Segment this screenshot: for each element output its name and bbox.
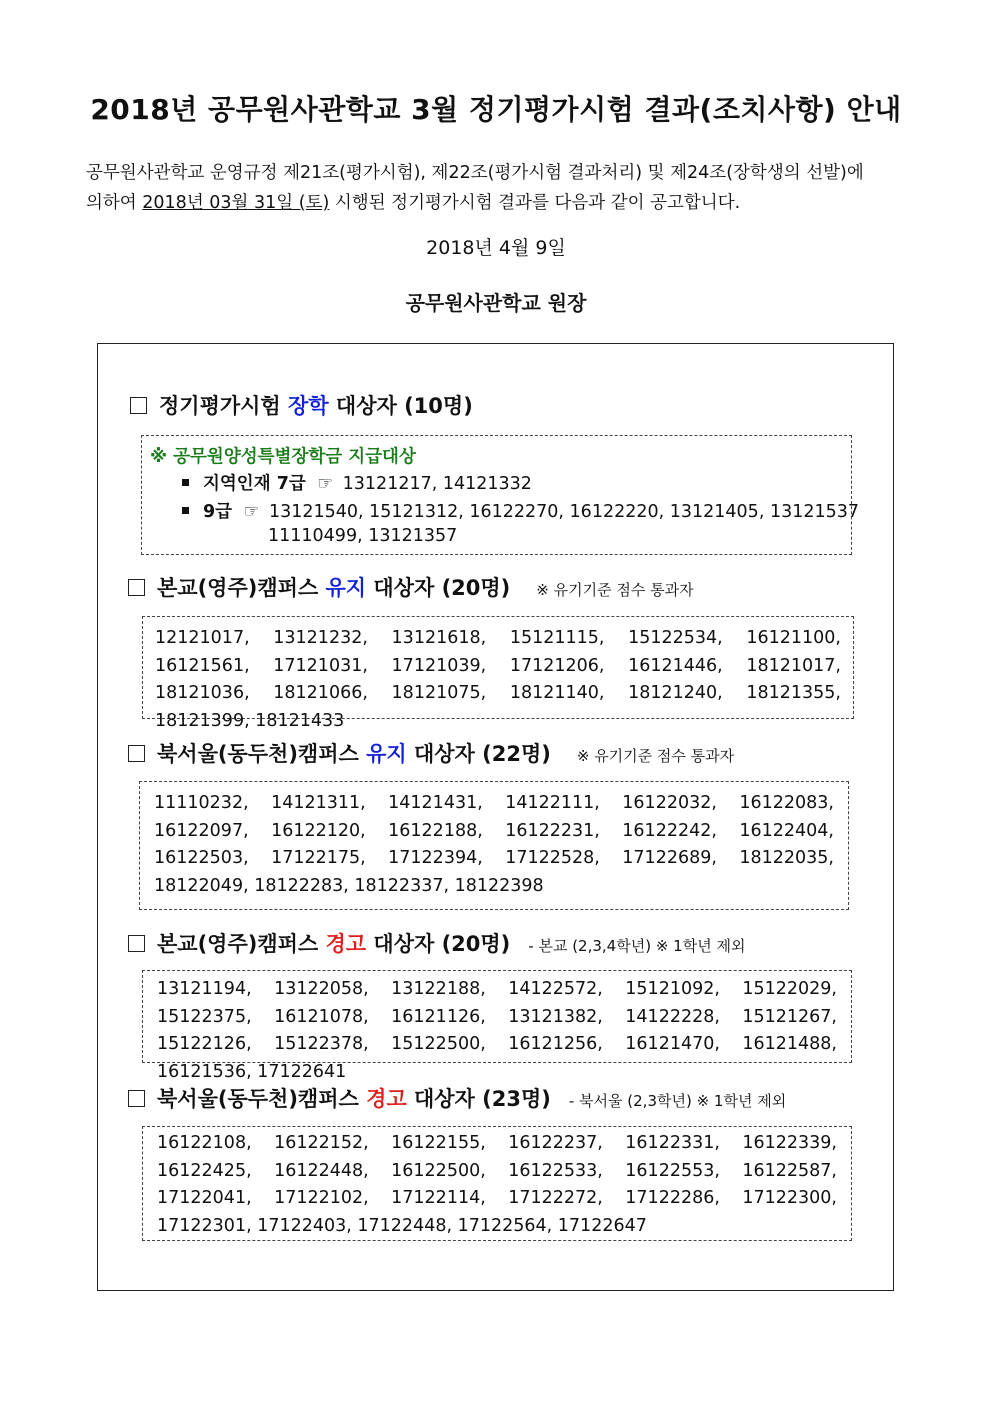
scholarship-row-grade9: 9급 ☞ 13121540, 15121312, 16122270, 16122220, 13121405, 13121537: [182, 498, 859, 523]
pointing-hand-icon: ☞: [317, 474, 334, 494]
checkbox-square-icon: [130, 397, 147, 414]
bullet-icon: [182, 479, 189, 486]
checkbox-square-icon: [128, 579, 145, 596]
scholarship-row-grade9-cont: 11110499, 13121357: [268, 526, 458, 546]
section-note: - 본교 (2,3,4학년) ※ 1학년 제외: [528, 937, 746, 955]
intro-line-1: 공무원사관학교 운영규정 제21조(평가시험), 제22조(평가시험 결과처리) 및 제24조(장학생의 선발)에: [86, 163, 864, 183]
announcement-date: 2018년 4월 9일: [426, 237, 566, 259]
section-heading-north-keep: 북서울(동두천)캠퍼스 유지 대상자 (22명) ※ 유기기준 점수 통과자: [128, 738, 734, 768]
north-warn-id-list: 16122108, 16122152, 16122155, 16122237, 16122331, 16122339, 16122425, 16122448, 16122500, 16122533, 16122553, 16122587, 17122041, 17122102, 17122114, 17122272, 17122286, 17122300, 17122301, 17122403, 17122448, 17122564, 17122647: [157, 1133, 837, 1236]
north-keep-id-list: 11110232, 14121311, 14121431, 14122111, 16122032, 16122083, 16122097, 16122120, 16122188, 16122231, 16122242, 16122404, 16122503, 17122175, 17122394, 17122528, 17122689, 18122035, 18122049, 18122283, 18122337, 18122398: [154, 793, 834, 896]
bullet-icon: [182, 507, 189, 514]
checkbox-square-icon: [128, 935, 145, 952]
intro-line-2-pre: 의하여: [86, 193, 143, 213]
section-heading-north-warn: 북서울(동두천)캠퍼스 경고 대상자 (23명) - 북서울 (2,3학년) ※ 1학년 제외: [128, 1083, 786, 1113]
checkbox-square-icon: [128, 1090, 145, 1107]
pointing-hand-icon: ☞: [243, 502, 260, 522]
north-keep-box: [139, 781, 849, 910]
scholarship-highlight: 장학: [288, 394, 329, 418]
north-warn-box: [142, 1126, 852, 1241]
section-heading-main-warn: 본교(영주)캠퍼스 경고 대상자 (20명) - 본교 (2,3,4학년) ※ 1학년 제외: [128, 928, 745, 958]
section-heading-main-keep: 본교(영주)캠퍼스 유지 대상자 (20명) ※ 유기기준 점수 통과자: [128, 572, 694, 602]
scholarship-notice: ※ 공무원양성특별장학금 지급대상: [150, 447, 416, 467]
section-note: - 북서울 (2,3학년) ※ 1학년 제외: [568, 1092, 787, 1110]
intro-paragraph: [86, 158, 908, 218]
issuer: 공무원사관학교 원장: [405, 291, 587, 315]
checkbox-square-icon: [128, 745, 145, 762]
section-note: ※ 유기기준 점수 통과자: [576, 747, 735, 765]
section-note: ※ 유기기준 점수 통과자: [536, 581, 694, 599]
scholarship-heading: 정기평가시험 장학 대상자 (10명): [130, 390, 473, 420]
intro-line-2-post: 시행된 정기평가시험 결과를 다음과 같이 공고합니다.: [329, 193, 741, 213]
exam-date: 2018년 03월 31일 (토): [142, 193, 330, 213]
main-keep-box: [142, 616, 854, 731]
main-warn-id-list: 13121194, 13122058, 13122188, 14122572, 15121092, 15122029, 15122375, 16121078, 16121126, 13121382, 14122228, 15121267, 15122126, 15122378, 15122500, 16121256, 16121470, 16121488, 16121536, 17122641: [157, 979, 837, 1082]
main-keep-id-list: 12121017, 13121232, 13121618, 15121115, 15122534, 16121100, 16121561, 17121031, 17121039, 17121206, 16121446, 18121017, 18121036, 18121066, 18121075, 18121140, 18121240, 18121355, 18121399, 18121433: [155, 628, 841, 731]
page-title: 2018년 공무원사관학교 3월 정기평가시험 결과(조치사항) 안내: [90, 93, 902, 126]
scholarship-row-regional: 지역인재 7급 ☞ 13121217, 14121332: [182, 470, 532, 495]
main-warn-box: [142, 970, 852, 1082]
